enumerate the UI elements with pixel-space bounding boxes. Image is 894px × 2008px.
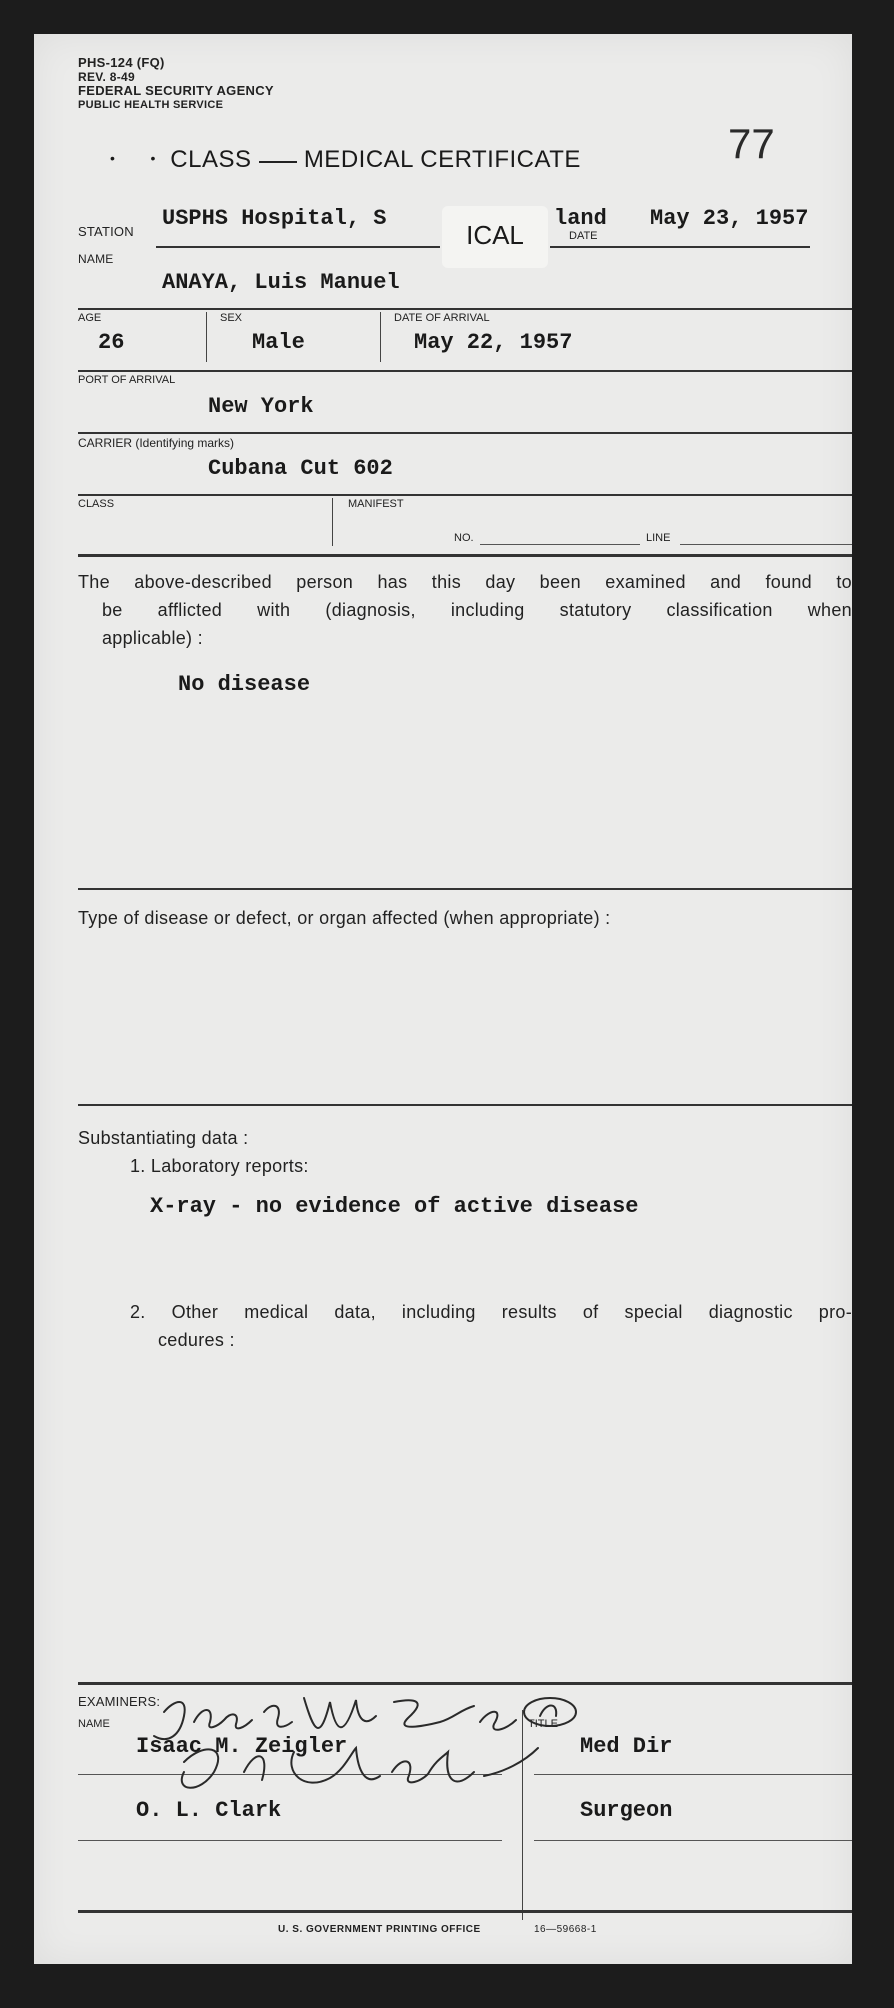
station-value: USPHS Hospital, S	[162, 206, 387, 231]
manifest-line-line	[680, 544, 852, 545]
examiner-2-name: O. L. Clark	[136, 1798, 282, 1823]
port-underline	[78, 432, 852, 434]
arrival-label: DATE OF ARRIVAL	[394, 312, 490, 324]
name-value: ANAYA, Luis Manuel	[162, 270, 400, 295]
class-divider	[332, 498, 333, 546]
port-value: New York	[208, 394, 314, 419]
sex-divider	[380, 312, 381, 362]
age-label: AGE	[78, 312, 102, 324]
type-of-disease-divider	[78, 1104, 852, 1106]
arrival-underline	[78, 370, 852, 372]
station-label: STATION	[78, 224, 134, 239]
examiners-label: EXAMINERS:	[78, 1694, 161, 1709]
name-label: NAME	[78, 252, 114, 266]
arrival-value: May 22, 1957	[414, 330, 573, 355]
station-underline	[156, 246, 440, 248]
examiner-signatures	[144, 1682, 624, 1832]
examination-line-3: applicable) :	[102, 628, 203, 648]
examiner-name-label: NAME	[78, 1718, 110, 1730]
examiner-title-label: TITLE	[528, 1718, 558, 1730]
other-medical-data	[130, 1298, 852, 1354]
name-underline	[78, 308, 852, 310]
certificate-title: • • CLASS MEDICAL CERTIFICATE	[110, 146, 581, 173]
stamp-overlay: ICAL	[442, 206, 548, 268]
class-title-label: CLASS	[170, 146, 252, 173]
type-of-disease-label: Type of disease or defect, or organ affected (when appropriate) :	[78, 908, 611, 928]
lab-reports-value: X-ray - no evidence of active disease	[150, 1194, 639, 1219]
agency-name: FEDERAL SECURITY AGENCY	[78, 83, 274, 98]
manifest-no-label: NO.	[454, 532, 474, 544]
manifest-label: MANIFEST	[348, 498, 404, 510]
form-code: 16—59668-1	[534, 1924, 597, 1935]
examination-line-1: The above-described person has this day been examined and found to	[78, 572, 852, 592]
printer-imprint: U. S. GOVERNMENT PRINTING OFFICE	[278, 1924, 481, 1935]
sex-value: Male	[252, 330, 305, 355]
station-underline-right	[550, 246, 810, 248]
examiner-1-name: Isaac M. Zeigler	[136, 1734, 348, 1759]
age-value: 26	[98, 330, 125, 355]
other-medical-line-2: cedures :	[158, 1330, 235, 1350]
bottom-border	[78, 1910, 852, 1913]
other-medical-line-1: 2. Other medical data, including results of special diagnostic pro-	[130, 1302, 852, 1322]
manifest-underline	[78, 554, 852, 557]
diagnosis-value: No disease	[178, 672, 311, 697]
carrier-label: CARRIER (Identifying marks)	[78, 436, 235, 450]
diagnosis-divider	[78, 888, 852, 890]
examiner-2-title-line	[534, 1840, 852, 1841]
examiner-2-title: Surgeon	[580, 1798, 673, 1823]
date-label: DATE	[569, 230, 598, 242]
carrier-value: Cubana Cut 602	[208, 456, 393, 481]
certificate-page	[34, 34, 852, 1964]
manifest-no-line	[480, 544, 640, 545]
substantiating-label: Substantiating data :	[78, 1128, 249, 1148]
station-value-tail: land	[554, 206, 607, 231]
page-number: 77	[728, 120, 775, 167]
examiner-2-name-line	[78, 1840, 502, 1841]
age-divider	[206, 312, 207, 362]
form-header	[78, 56, 274, 112]
medical-certificate-title: MEDICAL CERTIFICATE	[303, 146, 581, 173]
form-revision: REV. 8-49	[78, 70, 135, 84]
certificate-date: May 23, 1957	[650, 206, 809, 231]
port-label: PORT OF ARRIVAL	[78, 374, 176, 386]
examiner-1-title: Med Dir	[580, 1734, 673, 1759]
examination-line-2: be afflicted with (diagnosis, including statutory classification when	[102, 600, 852, 620]
sex-label: SEX	[220, 312, 243, 324]
manifest-line-label: LINE	[646, 532, 671, 544]
form-number: PHS-124 (FQ)	[78, 55, 165, 70]
service-name: PUBLIC HEALTH SERVICE	[78, 99, 224, 111]
class-label: CLASS	[78, 498, 115, 510]
carrier-underline	[78, 494, 852, 496]
lab-reports-label: 1. Laboratory reports:	[130, 1156, 309, 1176]
examination-statement	[78, 568, 852, 652]
